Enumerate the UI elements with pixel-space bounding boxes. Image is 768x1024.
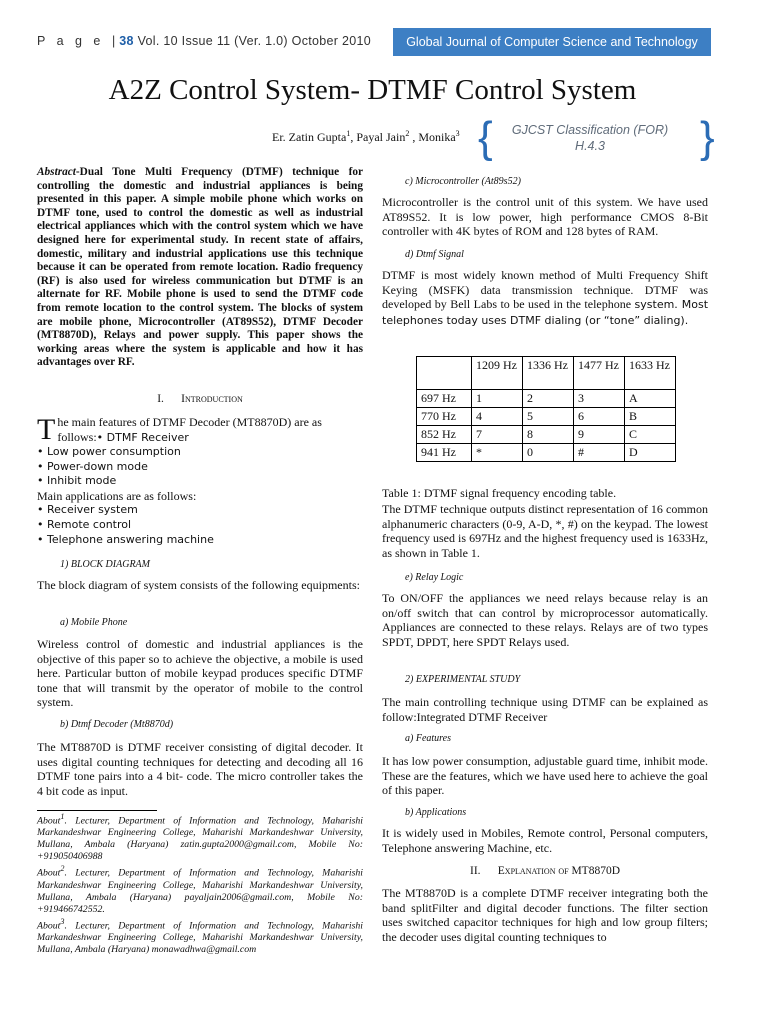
- abstract-label: Abstract: [37, 166, 76, 178]
- introduction-body: [37, 415, 363, 547]
- author-2: , Payal Jain: [350, 130, 406, 144]
- mobile-text: Wireless control of domestic and industrial appliances is the objective of this paper so to achieve the objective, a mobile is used here. Particular button of mobile keypad produces specific DTMF tone that will transmit by the operator of mobile to the control system.: [37, 637, 363, 709]
- table-cell: 1: [472, 390, 523, 408]
- table-cell: 7: [472, 426, 523, 444]
- table-cell: [417, 357, 472, 390]
- footnote-3-prefix: About: [37, 919, 61, 931]
- footnote-3: [37, 916, 363, 956]
- micro-heading: c) Microcontroller (At89s52): [405, 176, 521, 187]
- footnotes: [37, 811, 363, 956]
- footnote-3-text: . Lecturer, Department of Information and Technology, Maharishi Markandeshwar Engineering College, Maharishi Markandeshwar University, Mullana, Ambala (Haryana) monawadhwa@gmail.com: [37, 919, 363, 955]
- features-text: It has low power consumption, adjustable guard time, inhibit mode. These are the features, which we have used here to achieve the goal of this paper.: [382, 754, 708, 797]
- dtmf-heading: d) Dtmf Signal: [405, 249, 464, 260]
- relay-text: To ON/OFF the appliances we need relays because relay is an on/off switch that can control by microprocessor automatically. Appliances are connected to these relays. Relays are of two types SPDT, DPDT, here SPDT Relays used.: [382, 591, 708, 649]
- explanation-text: The MT8870D is a complete DTMF receiver integrating both the band splitFilter and digital decoder functions. The filter section uses switched capacitor techniques for high and low group filters; the decoder uses digital counting techniques to: [382, 886, 708, 944]
- app-item-1: • Receiver system: [37, 503, 138, 517]
- decoder-heading: b) Dtmf Decoder (Mt8870d): [60, 719, 174, 730]
- table-cell: 5: [523, 408, 574, 426]
- table-cell: 6: [574, 408, 625, 426]
- table-cell: 770 Hz: [417, 408, 472, 426]
- footnote-1-text: . Lecturer, Department of Information and Technology, Maharishi Markandeshwar Engineering College, Maharishi Markandeshwar University, Mullana, Ambala (Haryana) zatin.gupta2000@gmail.com, Mobile No: +919050406988: [37, 815, 363, 863]
- dtmf-text-sans: system. Most telephones today uses DTMF dialing (or “tone” dialing).: [382, 298, 709, 327]
- author-2-sup: 2: [405, 129, 410, 138]
- table-row: [417, 426, 676, 444]
- section-explanation-heading: [382, 864, 708, 879]
- abstract-text: -Dual Tone Multi Frequency (DTMF) technique for controlling the domestic and industrial appliances is being presented in this paper. A simple mobile phone which works on DTMF tone, used to control the domestic as well as industrial electrical appliances which with the control system which we have designed here for experimental study. In recent state of affairs, domestic, military and industrial applications use this technique because it can be operated from remote location. Radio frequency (RF) is also used for wireless communication but DTMF is an alternate for RF. Mobile phone is used to send the DTMF code from remote location to the control system. The blocks of system are mobile phone, Microcontroller (AT89S52), DTMF Decoder (MT8870D), Relays and power supply. This paper shows the working areas where the system is applicable and how it has advantages over RF.: [37, 166, 363, 369]
- footnote-1-sup: 1: [60, 812, 65, 821]
- table-cell: 941 Hz: [417, 444, 472, 462]
- table-row: [417, 408, 676, 426]
- journal-banner: Global Journal of Computer Science and Technology: [393, 28, 711, 56]
- table-cell: C: [625, 426, 676, 444]
- explanation-title: Explanation of MT8870D: [497, 865, 621, 877]
- table-text: The DTMF technique outputs distinct representation of 16 common alphanumeric characters (0-9, A-D, *, #) on the keypad. The lowest frequency used is 697Hz and the highest frequency used is 1633Hz, as shown in Table 1.: [382, 502, 708, 560]
- experimental-heading: 2) EXPERIMENTAL STUDY: [405, 674, 521, 685]
- author-3-sup: 3: [455, 129, 460, 138]
- table-cell: 1336 Hz: [523, 357, 574, 390]
- table-cell: 1477 Hz: [574, 357, 625, 390]
- section-introduction-heading: [37, 392, 363, 407]
- authors: [272, 129, 460, 145]
- footnote-2-text: . Lecturer, Department of Information and Technology, Maharishi Markandeshwar Engineering College, Maharishi Markandeshwar University, Mullana, Ambala (Haryana) payaljain2006@gmail.com, Mobile No: +919466742552.: [37, 867, 363, 915]
- mobile-heading: a) Mobile Phone: [60, 617, 128, 628]
- table-caption: Table 1: DTMF signal frequency encoding table.: [382, 486, 617, 500]
- feature-item-2: • Power-down mode: [37, 459, 148, 473]
- dtmf-text-serif: DTMF is most widely known method of Multi Frequency Shift Keying (MSFK) data transmission technique. DTMF was developed by Bell Labs to be used in the telephone: [382, 268, 708, 311]
- apps-label: Main applications are as follows:: [37, 488, 197, 503]
- footnote-1-prefix: About: [37, 815, 61, 827]
- applications-heading: b) Applications: [405, 807, 467, 818]
- dtmf-table: [416, 356, 676, 462]
- table-cell: 1633 Hz: [625, 357, 676, 390]
- table-cell: #: [574, 444, 625, 462]
- table-row: [417, 444, 676, 462]
- table-cell: 9: [574, 426, 625, 444]
- table-header-row: [417, 357, 676, 390]
- footnote-2: [37, 863, 363, 915]
- author-1: Er. Zatin Gupta: [272, 130, 347, 144]
- table-cell: *: [472, 444, 523, 462]
- block-intro: The block diagram of system consists of the following equipments:: [37, 578, 360, 592]
- applications-text: It is widely used in Mobiles, Remote control, Personal computers, Telephone answering Machine, etc.: [382, 826, 708, 855]
- classification-line-2: H.4.3: [575, 139, 605, 153]
- footnote-3-sup: 3: [60, 916, 65, 926]
- table-cell: 1209 Hz: [472, 357, 523, 390]
- micro-text: Microcontroller is the control unit of this system. We have used AT89S52. It is low power, high performance CMOS 8-Bit controller with 4K bytes of ROM and 128 bytes of RAM.: [382, 195, 708, 238]
- table-cell: B: [625, 408, 676, 426]
- app-item-2: • Remote control: [37, 517, 132, 531]
- explanation-num: II.: [469, 865, 481, 877]
- running-header: [37, 34, 371, 48]
- footnote-2-prefix: About: [37, 867, 61, 879]
- table-cell: 852 Hz: [417, 426, 472, 444]
- feature-item-1: • Low power consumption: [37, 445, 181, 459]
- intro-title: Introduction: [181, 393, 243, 405]
- table-cell: 2: [523, 390, 574, 408]
- classification: [507, 122, 673, 154]
- author-3: , Monika: [409, 130, 456, 144]
- table-cell: 0: [523, 444, 574, 462]
- page-word: P a g e: [37, 34, 105, 48]
- left-brace-icon: {: [478, 113, 493, 162]
- intro-first: he main features of DTMF Decoder (MT8870D) are as follows:: [57, 415, 322, 444]
- table-row: [417, 390, 676, 408]
- feature-item-3: • Inhibit mode: [37, 474, 117, 488]
- table-cell: A: [625, 390, 676, 408]
- classification-line-1: GJCST Classification (FOR): [511, 123, 669, 137]
- dtmf-table-wrap: [416, 356, 676, 462]
- decoder-text: The MT8870D is DTMF receiver consisting of digital decoder. It uses digital counting techniques for detecting and decoding all 16 DTMF tone pairs into a 4 bit- code. The micro controller takes the 4 bit code as input.: [37, 740, 363, 798]
- table-cell: D: [625, 444, 676, 462]
- table-cell: 4: [472, 408, 523, 426]
- intro-first-sans: • DTMF Receiver: [96, 430, 189, 444]
- footnote-1: [37, 811, 363, 863]
- table-cell: 3: [574, 390, 625, 408]
- app-item-3: • Telephone answering machine: [37, 532, 214, 546]
- footnote-2-sup: 2: [60, 864, 65, 874]
- dtmf-text: [382, 268, 708, 328]
- author-1-sup: 1: [346, 129, 351, 138]
- intro-num: I.: [157, 393, 164, 405]
- right-brace-icon: }: [700, 113, 715, 162]
- features-heading: a) Features: [405, 733, 452, 744]
- block-diagram-heading: 1) BLOCK DIAGRAM: [60, 559, 150, 570]
- paper-title: A2Z Control System- DTMF Control System: [108, 74, 637, 106]
- relay-heading: e) Relay Logic: [405, 572, 464, 583]
- experimental-text: The main controlling technique using DTMF can be explained as follow:Integrated DTMF Receiver: [382, 695, 708, 724]
- drop-cap: T: [37, 413, 56, 446]
- page-separator: |: [111, 34, 116, 48]
- page-number: 38: [119, 34, 134, 48]
- abstract: [37, 166, 363, 370]
- table-cell: 8: [523, 426, 574, 444]
- table-cell: 697 Hz: [417, 390, 472, 408]
- issue-info: Vol. 10 Issue 11 (Ver. 1.0) October 2010: [137, 34, 372, 48]
